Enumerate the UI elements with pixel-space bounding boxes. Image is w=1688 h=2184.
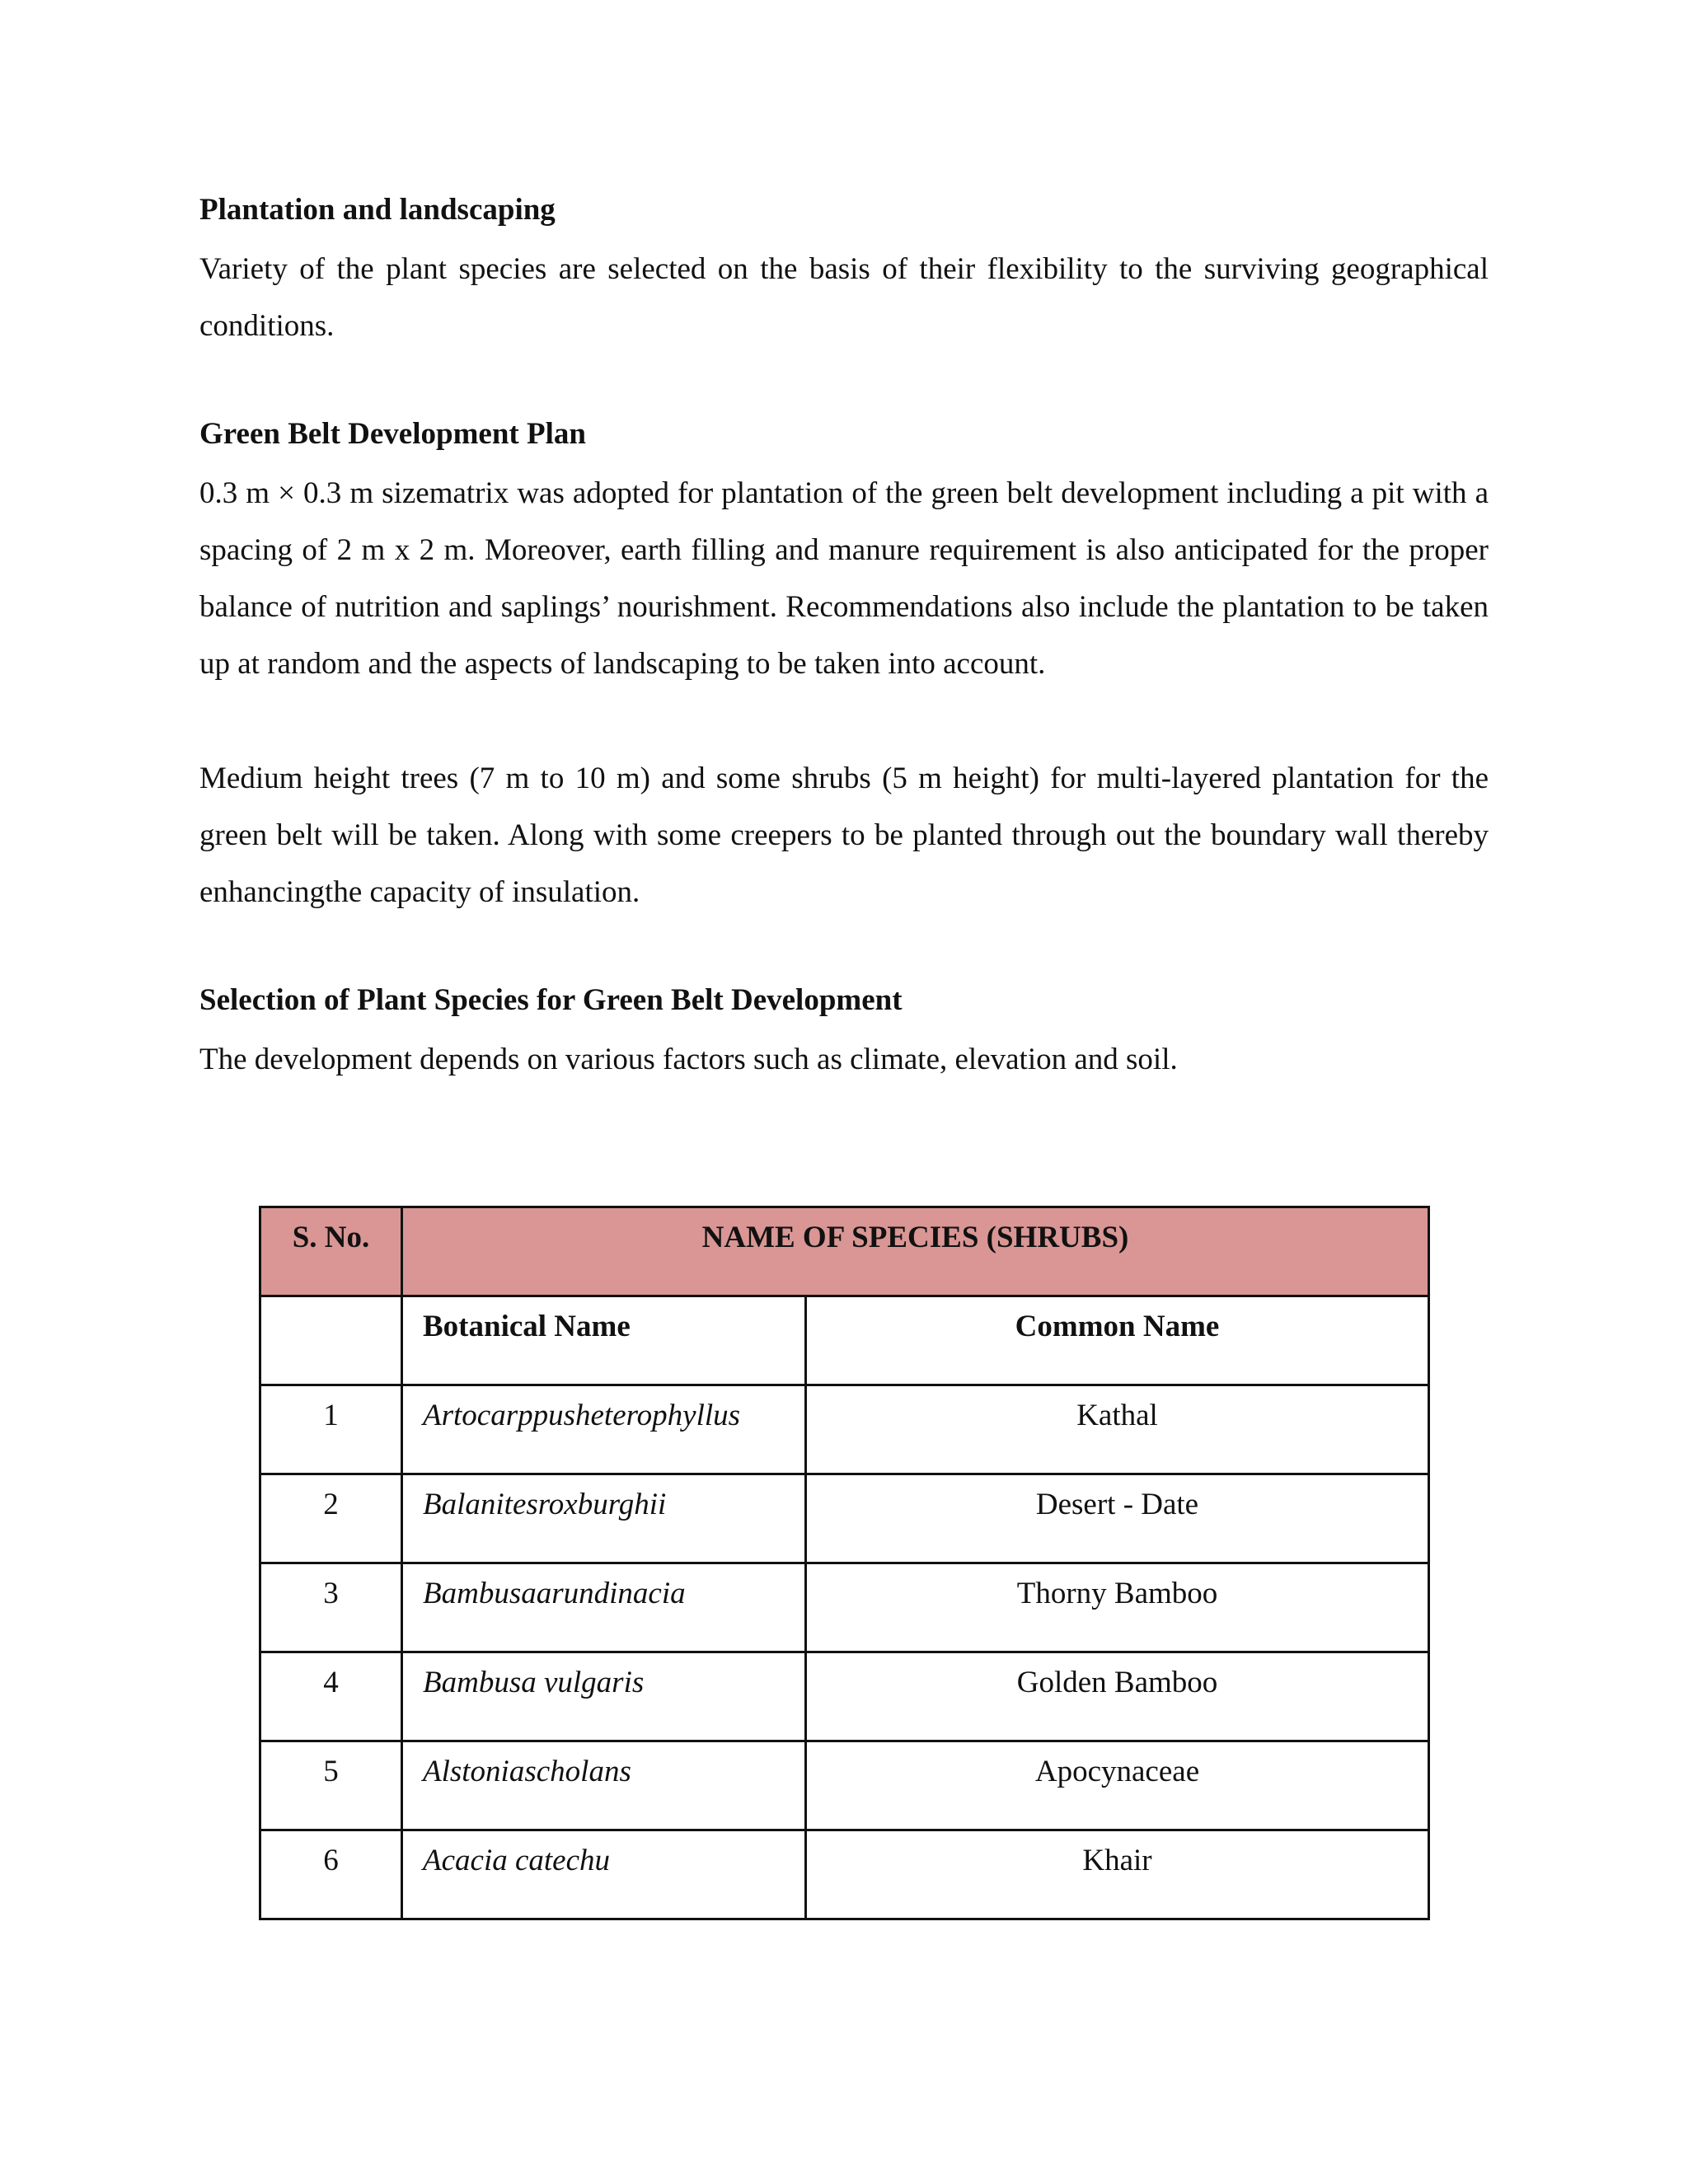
section-heading-green-belt-plan: Green Belt Development Plan (199, 417, 586, 451)
paragraph-medium-height-trees: Medium height trees (7 m to 10 m) and some shrubs (5 m height) for multi-layered plantation for the green belt will be taken. Along with some creepers to be planted through out the boundary wall thereby enhancingthe capacity of insulation. (199, 762, 1489, 909)
table-header-row (260, 1207, 1429, 1296)
table-row (260, 1652, 1429, 1741)
paragraph-species-selection: The development depends on various factors such as climate, elevation and soil. (199, 1043, 1178, 1076)
common-name: Apocynaceae (806, 1741, 1429, 1830)
subheader-empty-cell (260, 1296, 402, 1385)
botanical-name: Acacia catechu (402, 1830, 806, 1919)
spacer (199, 692, 1489, 750)
common-name: Desert - Date (806, 1474, 1429, 1563)
common-name: Thorny Bamboo (806, 1563, 1429, 1652)
spacer (199, 354, 1489, 412)
section-heading-species-selection: Selection of Plant Species for Green Belt Development (199, 983, 903, 1017)
row-number: 4 (260, 1652, 402, 1741)
species-table-wrapper (259, 1206, 1430, 1920)
table-row (260, 1385, 1429, 1474)
spacer (199, 921, 1489, 978)
row-number: 5 (260, 1741, 402, 1830)
table-row (260, 1474, 1429, 1563)
row-number: 1 (260, 1385, 402, 1474)
common-name: Golden Bamboo (806, 1652, 1429, 1741)
section-heading-plantation: Plantation and landscaping (199, 193, 556, 227)
botanical-name: Bambusaarundinacia (402, 1563, 806, 1652)
common-name: Khair (806, 1830, 1429, 1919)
header-botanical-name: Botanical Name (402, 1296, 806, 1385)
botanical-name: Alstoniascholans (402, 1741, 806, 1830)
species-table (259, 1206, 1430, 1920)
document-body (199, 188, 1489, 1088)
table-subheader-row (260, 1296, 1429, 1385)
botanical-name: Bambusa vulgaris (402, 1652, 806, 1741)
botanical-name: Artocarppusheterophyllus (402, 1385, 806, 1474)
table-row (260, 1830, 1429, 1919)
table-row (260, 1741, 1429, 1830)
table-row (260, 1563, 1429, 1652)
common-name: Kathal (806, 1385, 1429, 1474)
row-number: 3 (260, 1563, 402, 1652)
paragraph-plantation: Variety of the plant species are selected on the basis of their flexibility to the surviving geographical conditions. (199, 252, 1489, 343)
row-number: 6 (260, 1830, 402, 1919)
header-common-name: Common Name (806, 1296, 1429, 1385)
botanical-name: Balanitesroxburghii (402, 1474, 806, 1563)
header-serial-number: S. No. (260, 1207, 402, 1296)
header-species-title: NAME OF SPECIES (SHRUBS) (402, 1207, 1429, 1296)
row-number: 2 (260, 1474, 402, 1563)
paragraph-green-belt-plan: 0.3 m × 0.3 m sizematrix was adopted for plantation of the green belt development including a pit with a spacing of 2 m x 2 m. Moreover, earth filling and manure requirement is also anticipated for the proper balance of nutrition and saplings’ nourishment. Recommendations also include the plantation to be taken up at random and the aspects of landscaping to be taken into account. (199, 476, 1489, 681)
